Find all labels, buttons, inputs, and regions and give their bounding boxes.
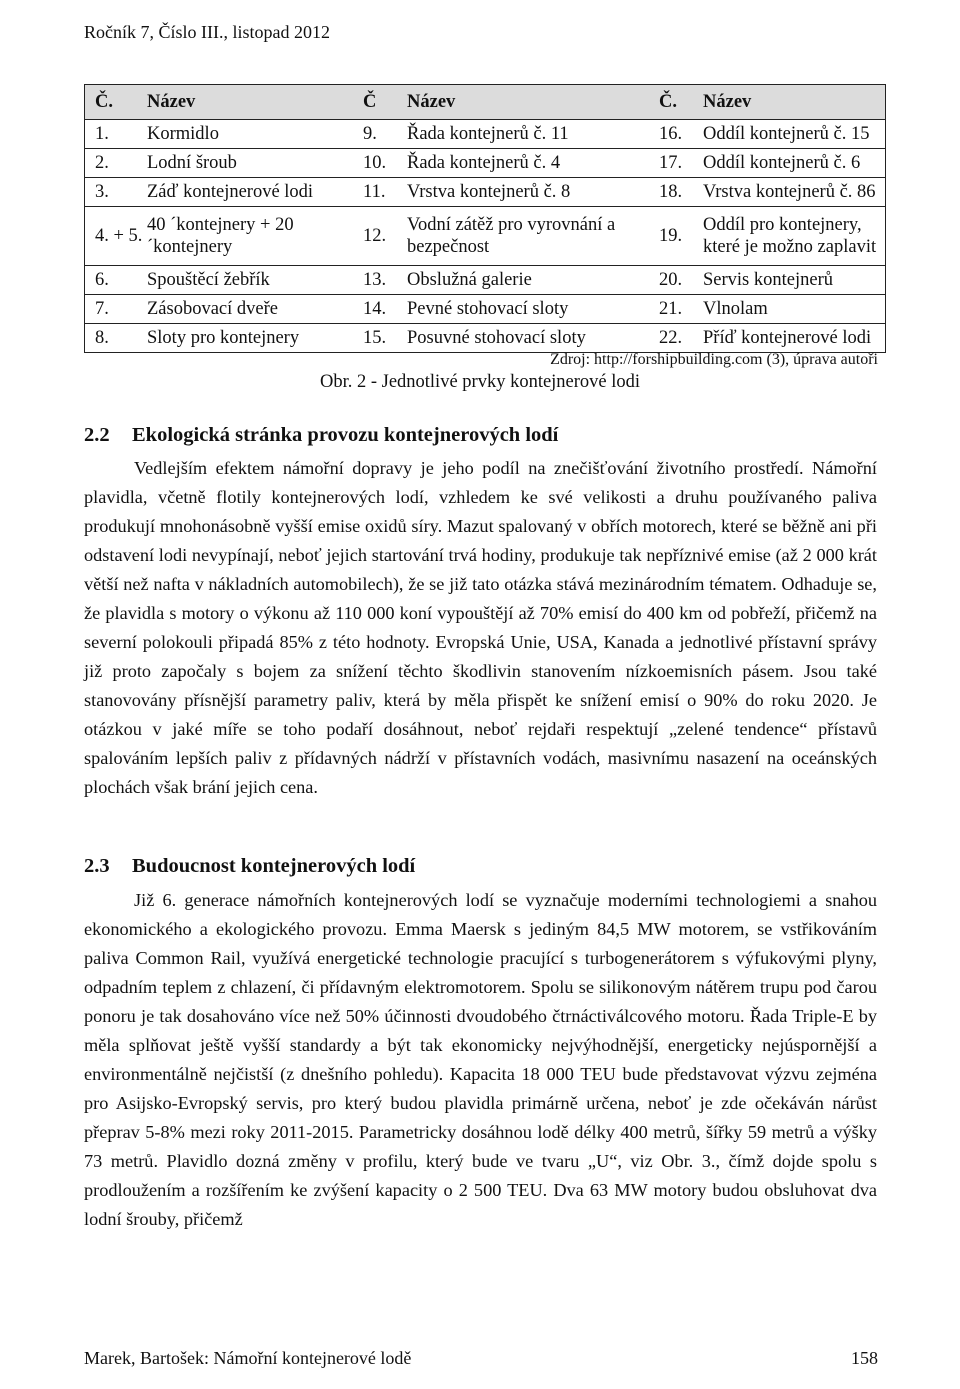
table-cell: 4. + 5. [85, 207, 148, 266]
table-cell: 6. [85, 266, 148, 295]
section-title: Ekologická stránka provozu kontejnerových lodí [132, 424, 559, 446]
table-cell: Příď kontejnerové lodi [703, 324, 886, 353]
header-cell: Č. [649, 85, 703, 120]
page-footer [84, 1348, 878, 1369]
table-cell: 40 ´kontejnery + 20´kontejnery [147, 207, 353, 266]
table-cell: 3. [85, 178, 148, 207]
table-cell: 1. [85, 120, 148, 149]
table-cell: 21. [649, 295, 703, 324]
table-cell: Zásobovací dveře [147, 295, 353, 324]
table-cell: Oddíl kontejnerů č. 6 [703, 149, 886, 178]
table-cell: 9. [353, 120, 407, 149]
table-row [85, 149, 886, 178]
section-title: Budoucnost kontejnerových lodí [132, 855, 416, 877]
table-source: Zdroj: http://forshipbuilding.com (3), úprava autoři [550, 351, 878, 368]
header-cell: Č. [85, 85, 148, 120]
table-cell: 7. [85, 295, 148, 324]
table-cell: Sloty pro kontejnery [147, 324, 353, 353]
ship-parts-table [84, 84, 886, 353]
table-cell: Posuvné stohovací sloty [407, 324, 649, 353]
table-cell: 14. [353, 295, 407, 324]
table-cell: Spouštěcí žebřík [147, 266, 353, 295]
section-heading-future [84, 855, 415, 878]
table-cell: 17. [649, 149, 703, 178]
table-cell: Kormidlo [147, 120, 353, 149]
section-paragraph-ecology: Vedlejším efektem námořní dopravy je jeho podíl na znečišťování životního prostředí. Námořní plavidla, včetně flotily kontejnerových lodí, vzhledem ke své velikosti a druhu používaného paliva produkují mnohonásobně vyšší emise oxidů síry. Mazut spalovaný v obřích motorech, které se běžně ani při odstavení lodi nevypínají, neboť jejich startování trvá hodiny, produkuje tak nepříznivé emise (až 2 000 krát větší než nafta v nákladních automobilech), že se již tato otázka stává mezinárodním tématem. Odhaduje se, že plavidla s motory o výkonu až 110 000 koní vypouštějí až 70% emisí do 400 km od pobřeží, přičemž na severní polokouli připadá 85% z této hodnoty. Evropská Unie, USA, Kanada a jednotlivé přístavní správy již proto započaly s bojem za snížení těchto škodlivin stanovením nízkoemisních pásem. Jsou také stanovovány přísnější parametry paliv, která by měla přispět ke snížení emisí o 90% do roku 2020. Je otázkou v jaké míře se toho podaří dosáhnout, neboť rejdaři respektují „zelené tendence“ přístavů spalováním lepších paliv z přídavných nádrží v přístavních vodách, masivnímu nasazení na oceánských plochách však brání jejich cena. [84, 458, 877, 797]
table-cell: Obslužná galerie [407, 266, 649, 295]
table-cell: Lodní šroub [147, 149, 353, 178]
table-row [85, 324, 886, 353]
table-cell: 11. [353, 178, 407, 207]
running-header: Ročník 7, Číslo III., listopad 2012 [84, 22, 330, 42]
table-cell: Vlnolam [703, 295, 886, 324]
table-cell: Pevné stohovací sloty [407, 295, 649, 324]
table-cell: 19. [649, 207, 703, 266]
table-cell: 18. [649, 178, 703, 207]
table-cell: Vrstva kontejnerů č. 86 [703, 178, 886, 207]
table-cell: Oddíl pro kontejnery, které je možno zaplavit [703, 207, 886, 266]
table-cell: 12. [353, 207, 407, 266]
table-cell: Servis kontejnerů [703, 266, 886, 295]
header-cell: Název [407, 85, 649, 120]
table-cell: Oddíl kontejnerů č. 15 [703, 120, 886, 149]
table-cell: 15. [353, 324, 407, 353]
table-cell: Řada kontejnerů č. 11 [407, 120, 649, 149]
table-cell: 22. [649, 324, 703, 353]
page-number: 158 [851, 1348, 878, 1368]
table-cell: Řada kontejnerů č. 4 [407, 149, 649, 178]
table-row [85, 178, 886, 207]
section-number: 2.3 [84, 855, 110, 877]
table-header-row [85, 85, 886, 120]
table-cell: 20. [649, 266, 703, 295]
figure-caption: Obr. 2 - Jednotlivé prvky kontejnerové lodi [319, 372, 641, 392]
section-heading-ecology [84, 424, 558, 447]
header-cell: Název [703, 85, 886, 120]
table-cell: 16. [649, 120, 703, 149]
header-cell: Č [353, 85, 407, 120]
table-cell: 13. [353, 266, 407, 295]
table-cell: 2. [85, 149, 148, 178]
section-paragraph-future: Již 6. generace námořních kontejnerových lodí se vyznačuje moderními technologiemi a snahou ekonomického a ekologického provozu. Emma Maersk s jediným 84,5 MW motorem, se vstřikováním paliva Common Rail, využívá energetické technologie pracující s turbogenerátorem s výfukovými plyny, odpadním teplem z chlazení, či přídavným elektromotorem. Spolu se silikonovým nátěrem trupu pod čarou ponoru je tak dosahováno více než 50% účinnosti dvoudobého čtrnáctiválcového motoru. Řada Triple-E by měla splňovat ještě vyšší standardy a být tak ekonomicky nejvýhodnější, energeticky nejúspornější a environmentálně nejčistší (z dnešního pohledu). Kapacita 18 000 TEU bude představovat výzvu zejména pro Asijsko-Evropský servis, pro který budou plavidla primárně určena, neboť je zde očekáván nárůst přeprav 5-8% mezi roky 2011-2015. Parametricky dosáhnou lodě délky 400 metrů, šířky 59 metrů a výšky 73 metrů. Plavidlo dozná změny v profilu, který bude ve tvaru „U“, viz Obr. 3., čímž dojde spolu s prodloužením a rozšířením ke zvýšení kapacity o 2 500 TEU. Dva 63 MW motory budou obsluhovat dva lodní šrouby, přičemž [84, 890, 877, 1229]
table-cell: 10. [353, 149, 407, 178]
table-row [85, 207, 886, 266]
table-cell: 8. [85, 324, 148, 353]
table-row [85, 295, 886, 324]
table-row [85, 266, 886, 295]
section-number: 2.2 [84, 424, 110, 446]
table-row [85, 120, 886, 149]
footer-authors: Marek, Bartošek: Námořní kontejnerové lodě [84, 1348, 412, 1368]
table-cell: Vodní zátěž pro vyrovnání a bezpečnost [407, 207, 649, 266]
table-cell: Záď kontejnerové lodi [147, 178, 353, 207]
table-cell: Vrstva kontejnerů č. 8 [407, 178, 649, 207]
header-cell: Název [147, 85, 353, 120]
